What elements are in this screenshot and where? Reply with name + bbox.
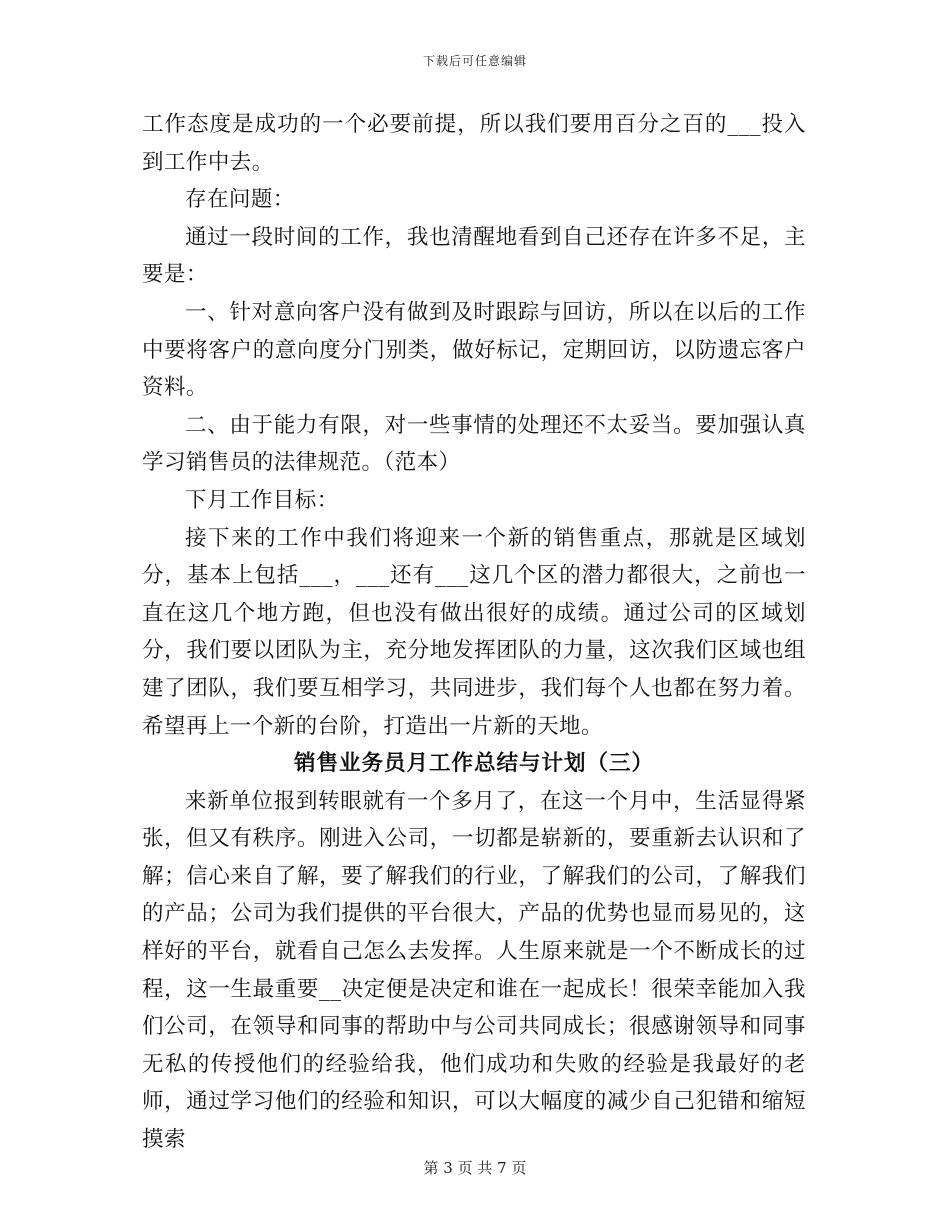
paragraph-section-three: 来新单位报到转眼就有一个多月了，在这一个月中，生活显得紧张，但又有秩序。刚进入公司，一切都是崭新的，要重新去认识和了解；信心来自了解，要了解我们的行业，了解我们的公司，了解我们的产品；公司为我们提供的平台很大，产品的优势也显而易见的，这样好的平台，就看自己怎么去发挥。人生原来就是一个不断成长的过程，这一生最重要__决定便是决定和谁在一起成长！很荣幸能加入我们公司，在领导和同事的帮助中与公司共同成长；很感谢领导和同事无私的传授他们的经验给我，他们成功和失败的经验是我最好的老师，通过学习他们的经验和知识，可以大幅度的减少自己犯错和缩短摸索 bbox=[142, 788, 806, 1153]
paragraph-goals: 接下来的工作中我们将迎来一个新的销售重点，那就是区域划分，基本上包括___，___还有___这几个区的潜力都很大，之前也一直在这几个地方跑，但也没有做出很好的成绩。通过公司的区域划分，我们要以团队为主，充分地发挥团队的力量，这次我们区域也组建了团队，我们要互相学习，共同进步，我们每个人也都在努力着。希望再上一个新的台阶，打造出一片新的天地。 bbox=[142, 525, 806, 739]
paragraph-problem-two: 二、由于能力有限，对一些事情的处理还不太妥当。要加强认真学习销售员的法律规范。（范本） bbox=[142, 412, 806, 476]
page-header: 下载后可任意编辑 bbox=[422, 54, 527, 68]
paragraph-continued: 工作态度是成功的一个必要前提，所以我们要用百分之百的___投入到工作中去。 bbox=[142, 112, 806, 175]
document-body bbox=[142, 106, 806, 1159]
paragraph-problem-one: 一、针对意向客户没有做到及时跟踪与回访，所以在以后的工作中要将客户的意向度分门别类，做好标记，定期回访，以防遗忘客户资料。 bbox=[142, 299, 806, 401]
paragraph-goals-heading: 下月工作目标： bbox=[185, 487, 339, 513]
section-title: 销售业务员月工作总结与计划（三） bbox=[293, 751, 654, 777]
paragraph-problems-intro: 通过一段时间的工作，我也清醒地看到自己还存在许多不足，主要是： bbox=[142, 224, 806, 288]
paragraph-problems-heading: 存在问题： bbox=[185, 187, 295, 213]
page-footer: 第 3 页 共 7 页 bbox=[423, 1159, 527, 1177]
